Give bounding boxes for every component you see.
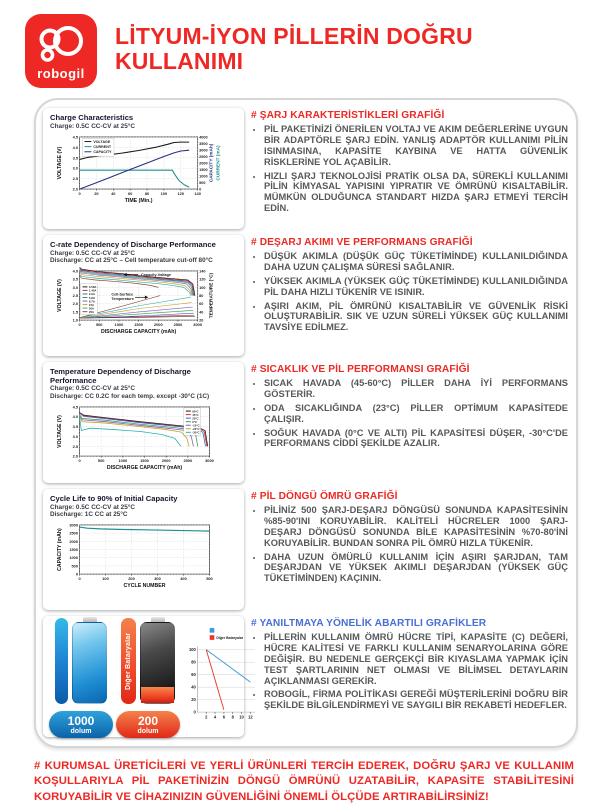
svg-text:CAPACITY (mAh): CAPACITY (mAh) bbox=[209, 144, 215, 183]
svg-text:3.5: 3.5 bbox=[72, 423, 79, 429]
chart-subtitle: Charge: 0.5C CC-CV at 25°C bbox=[50, 122, 135, 130]
svg-text:0: 0 bbox=[199, 187, 202, 192]
chart-card-crate-discharge bbox=[43, 235, 244, 356]
svg-text:10: 10 bbox=[239, 714, 244, 720]
chart-subtitle: Discharge: CC 0.2C for each temp. except -30°C (1C) bbox=[50, 393, 210, 401]
svg-text:400: 400 bbox=[180, 576, 187, 582]
svg-text:2.0: 2.0 bbox=[72, 453, 79, 459]
svg-text:TIME (Min.): TIME (Min.) bbox=[124, 198, 153, 205]
svg-text:4.0: 4.0 bbox=[72, 268, 79, 274]
svg-text:0: 0 bbox=[78, 457, 81, 463]
svg-text:2000: 2000 bbox=[69, 538, 79, 544]
capacity-bar-blue bbox=[55, 618, 68, 704]
svg-text:0: 0 bbox=[75, 571, 79, 577]
svg-text:-20°C: -20°C bbox=[192, 426, 200, 431]
charts-column bbox=[43, 108, 253, 738]
svg-text:20: 20 bbox=[94, 191, 99, 197]
svg-text:40: 40 bbox=[199, 310, 204, 315]
svg-text:500: 500 bbox=[71, 563, 79, 569]
svg-text:1000: 1000 bbox=[118, 457, 128, 463]
chart-subtitle: Charge: 0.5C CC-CV at 25°C bbox=[50, 249, 135, 257]
svg-text:1500: 1500 bbox=[134, 322, 143, 328]
header bbox=[0, 0, 600, 96]
main-card bbox=[34, 98, 578, 748]
svg-text:3.0: 3.0 bbox=[72, 284, 79, 290]
svg-text:4000: 4000 bbox=[199, 135, 208, 140]
battery-body-low bbox=[140, 622, 175, 704]
svg-text:15A: 15A bbox=[88, 302, 95, 307]
svg-text:60°C: 60°C bbox=[192, 409, 199, 414]
cycle-comparison-mini-chart bbox=[183, 626, 261, 729]
svg-text:VOLTAGE (V): VOLTAGE (V) bbox=[56, 414, 63, 448]
svg-text:2.0: 2.0 bbox=[72, 186, 79, 192]
other-batteries-label: Diğer Bataryalar bbox=[125, 632, 132, 690]
bullet-item: • SOĞUK HAVADA (0°C VE ALTI) PİL KAPASİTESİ DÜŞER, -30°C'DE PERFORMANS CİDDİ ŞEKİLDE AZALIR. bbox=[264, 428, 568, 450]
svg-text:140: 140 bbox=[194, 191, 201, 197]
svg-text:3000: 3000 bbox=[69, 522, 79, 528]
svg-text:20: 20 bbox=[191, 697, 196, 703]
chart-title: Charge Characteristics bbox=[50, 113, 134, 122]
svg-text:VOLTAGE: VOLTAGE bbox=[93, 140, 111, 145]
svg-text:500: 500 bbox=[199, 181, 206, 186]
svg-text:12: 12 bbox=[248, 714, 253, 720]
chart-card-cycle-life bbox=[43, 489, 244, 610]
charge-characteristics-plot bbox=[50, 131, 239, 210]
section-temperature-performance bbox=[251, 364, 568, 491]
svg-text:500: 500 bbox=[97, 457, 105, 463]
bullet-list bbox=[251, 251, 568, 333]
section-misleading-graphs bbox=[251, 618, 568, 714]
svg-text:80: 80 bbox=[199, 294, 204, 299]
bullet-item: • PİLİNİZ 500 ŞARJ-DEŞARJ DÖNGÜSÜ SONUNDA KAPASİTESİNİN %85-90'INI KORUYABİLİR. KALİTELİ HÜCRELER 1000 ŞARJ-DEŞARJ DÖNGÜSÜ SONUNDA BİLE KAPASİTESİNİN %70-80'İNİ KORUYABİLİR. BUNDAN SONRA PİL ÖMRÜ HIZLA TÜKENİR. bbox=[264, 505, 568, 549]
capacity-bar-orange bbox=[121, 618, 136, 704]
svg-text:0.58A: 0.58A bbox=[88, 285, 97, 290]
svg-text:1500: 1500 bbox=[69, 547, 79, 553]
svg-text:Diğer Bataryalar: Diğer Bataryalar bbox=[216, 636, 244, 641]
svg-text:300: 300 bbox=[154, 576, 161, 582]
svg-text:Cell-Surface: Cell-Surface bbox=[111, 292, 134, 297]
section-heading: # SICAKLIK VE PİL PERFORMANSI GRAFİĞİ bbox=[251, 364, 470, 375]
svg-text:1.0: 1.0 bbox=[72, 317, 79, 323]
svg-text:1000: 1000 bbox=[199, 174, 208, 179]
section-heading: # ŞARJ KARAKTERİSTİKLERİ GRAFİĞİ bbox=[251, 110, 445, 121]
temperature-discharge-plot bbox=[50, 402, 239, 477]
svg-text:20: 20 bbox=[199, 318, 204, 323]
battery-body-full bbox=[72, 622, 107, 704]
svg-text:100: 100 bbox=[199, 285, 206, 290]
section-heading: # YANILTMAYA YÖNELİK ABARTILI GRAFİKLER bbox=[251, 618, 487, 629]
bullet-list bbox=[251, 378, 568, 449]
svg-text:2: 2 bbox=[205, 714, 208, 720]
svg-text:100: 100 bbox=[160, 191, 168, 197]
svg-text:DISCHARGE CAPACITY (mAh): DISCHARGE CAPACITY (mAh) bbox=[106, 464, 183, 471]
svg-text:6: 6 bbox=[222, 714, 226, 720]
svg-text:4.5: 4.5 bbox=[72, 404, 79, 410]
svg-text:120: 120 bbox=[199, 277, 206, 282]
svg-text:-30°C: -30°C bbox=[192, 430, 200, 435]
svg-text:0: 0 bbox=[78, 322, 81, 328]
battery-low-charge-level bbox=[141, 687, 174, 703]
section-discharge-performance bbox=[251, 237, 568, 364]
footer-note: # KURUMSAL ÜRETİCİLERİ VE YERLİ ÜRÜNLERİ TERCİH EDEREK, DOĞRU ŞARJ VE KULLANIM KOŞULLARIYLA PİL PAKETİNİZİN DÖNGÜ ÖMRÜNÜ UZATABİLİR, KAPASİTE STABİLİTESİNİ KORUYABİLİR VE CİHAZINIZIN GÜVENLİĞİNİ ÖNEMLİ ÖLÇÜDE ARTIRABİLİRSİNİZ! bbox=[34, 760, 574, 803]
svg-text:2.0: 2.0 bbox=[72, 301, 79, 307]
robogil-logo bbox=[25, 14, 97, 88]
chart-card-temperature-discharge bbox=[43, 362, 244, 483]
svg-text:Capacity-Voltage: Capacity-Voltage bbox=[140, 272, 171, 277]
svg-text:100: 100 bbox=[102, 576, 109, 582]
svg-text:CYCLE NUMBER: CYCLE NUMBER bbox=[123, 583, 166, 590]
svg-text:60: 60 bbox=[127, 191, 133, 197]
svg-text:2000: 2000 bbox=[161, 457, 171, 463]
bullet-item: • ROBOGİL, FİRMA POLİTİKASI GEREĞİ MÜŞTERİLERİNİ DOĞRU BİR ŞEKİLDE BİLGİLENDİRMEYİ VE SAYGILI BİR REKABETİ HEDEFLER. bbox=[264, 689, 568, 711]
svg-text:8.7A: 8.7A bbox=[88, 299, 95, 304]
section-charge-characteristics bbox=[251, 110, 568, 237]
bullet-item: • DAHA UZUN ÖMÜRLÜ KULLANIM İÇİN AŞIRI ŞARJDAN, TAM DEŞARJDAN VE YÜKSEK AKIMLI DEŞARJDAN (YÜKSEK GÜÇ TÜKETİMİNDEN) KAÇININ. bbox=[264, 552, 568, 585]
chart-subtitle: Charge: 0.5C CC-CV at 25°C bbox=[50, 385, 135, 393]
svg-text:1500: 1500 bbox=[140, 457, 149, 463]
svg-text:25A: 25A bbox=[88, 310, 95, 315]
svg-text:3.5: 3.5 bbox=[72, 155, 79, 161]
svg-text:1.5: 1.5 bbox=[72, 309, 79, 315]
svg-text:4.0: 4.0 bbox=[72, 414, 79, 420]
svg-text:5.8A: 5.8A bbox=[88, 295, 95, 300]
svg-text:0°C: 0°C bbox=[192, 419, 198, 424]
svg-text:TEMPERATURE (°C): TEMPERATURE (°C) bbox=[209, 272, 215, 319]
cycle-life-plot bbox=[50, 520, 239, 595]
cycle-unit: dolum bbox=[137, 727, 159, 735]
svg-text:2000: 2000 bbox=[199, 161, 208, 166]
cycle-count: 200 bbox=[137, 713, 159, 728]
svg-text:8: 8 bbox=[231, 714, 234, 720]
chart-subtitle: Charge: 0.5C CC-CV at 25°C bbox=[50, 503, 135, 511]
battery-low-icon bbox=[140, 617, 175, 704]
svg-text:200: 200 bbox=[128, 576, 135, 582]
svg-text:Temperature: Temperature bbox=[111, 296, 134, 301]
bullet-item: • PİLLERİN KULLANIM ÖMRÜ HÜCRE TİPİ, KAPASİTE (C) DEĞERİ, HÜCRE KALİTESİ VE FARKLI KULLANIM SENARYOLARINA GÖRE DEĞİŞİR. BU NEDENLE GERÇEKÇİ BİR KIYASLAMA YAPMAK İÇİN TEST ŞARTLARININ NET OLMASI VE BİLİMSEL DETAYLARIN AÇIKLANMASI GEREKİR. bbox=[264, 632, 568, 686]
svg-text:0: 0 bbox=[78, 576, 81, 582]
svg-text:1000: 1000 bbox=[69, 555, 79, 561]
bullet-list bbox=[251, 632, 568, 711]
svg-text:CURRENT (mA): CURRENT (mA) bbox=[216, 145, 222, 181]
page-title: LİTYUM-İYON PİLLERİN DOĞRU KULLANIMI bbox=[115, 23, 473, 75]
bullet-item: • DÜŞÜK AKIMLA (DÜŞÜK GÜÇ TÜKETİMİNDE) KULLANILDIĞINDA DAHA UZUN ÇALIŞMA SÜRESİ SAĞLANIR. bbox=[264, 251, 568, 273]
svg-text:2.5: 2.5 bbox=[72, 443, 79, 449]
svg-text:1000: 1000 bbox=[114, 322, 124, 328]
svg-text:45°C: 45°C bbox=[192, 412, 199, 417]
svg-text:CAPACITY (mAh): CAPACITY (mAh) bbox=[56, 528, 63, 571]
svg-text:100: 100 bbox=[188, 647, 196, 653]
svg-text:3000: 3000 bbox=[193, 322, 203, 328]
svg-text:2.5: 2.5 bbox=[72, 293, 79, 299]
svg-text:500: 500 bbox=[95, 322, 103, 328]
svg-text:CURRENT: CURRENT bbox=[93, 145, 112, 150]
svg-text:1.45A: 1.45A bbox=[88, 288, 97, 293]
cycle-count: 1000 bbox=[67, 713, 95, 728]
chart-title: C-rate Dependency of Discharge Performance bbox=[50, 240, 216, 249]
chart-subtitle: Discharge: CC at 25°C – Cell temperature cut-off 80°C bbox=[50, 257, 213, 265]
svg-text:2500: 2500 bbox=[183, 457, 193, 463]
svg-text:2.9A: 2.9A bbox=[88, 292, 95, 297]
bullet-item: • SICAK HAVADA (45-60°C) PİLLER DAHA İYİ PERFORMANS GÖSTERİR. bbox=[264, 378, 568, 400]
svg-text:60: 60 bbox=[191, 672, 196, 678]
svg-text:3.0: 3.0 bbox=[72, 433, 79, 439]
section-heading: # DEŞARJ AKIMI VE PERFORMANS GRAFİĞİ bbox=[251, 237, 473, 248]
svg-text:40: 40 bbox=[111, 191, 116, 197]
svg-text:VOLTAGE (V): VOLTAGE (V) bbox=[56, 147, 63, 180]
svg-text:VOLTAGE (V): VOLTAGE (V) bbox=[56, 279, 63, 313]
chart-card-charge-characteristics bbox=[43, 108, 244, 229]
svg-text:DISCHARGE CAPACITY (mAh): DISCHARGE CAPACITY (mAh) bbox=[100, 329, 177, 336]
svg-text:40: 40 bbox=[191, 684, 196, 690]
bullet-item: • AŞIRI AKIM, PİL ÖMRÜNÜ KISALTABİLİR VE GÜVENLİK RİSKİ OLUŞTURABİLİR. SIK VE UZUN SÜRELİ YÜKSEK GÜÇ KULLANIMI TAVSİYE EDİLMEZ. bbox=[264, 301, 568, 334]
svg-text:1500: 1500 bbox=[199, 168, 208, 173]
svg-text:4: 4 bbox=[213, 714, 217, 720]
svg-text:2500: 2500 bbox=[69, 530, 79, 536]
svg-text:CAPACITY: CAPACITY bbox=[93, 150, 112, 155]
bullet-list bbox=[251, 124, 568, 214]
chart-title: Temperature Dependency of Discharge Performance bbox=[50, 367, 191, 385]
svg-text:3.0: 3.0 bbox=[72, 166, 79, 172]
chart-subtitle: Discharge: 1C CC at 25°C bbox=[50, 511, 128, 519]
svg-text:80: 80 bbox=[191, 659, 196, 665]
svg-text:20A: 20A bbox=[88, 306, 95, 311]
battery-group-others bbox=[116, 617, 180, 738]
svg-text:4.5: 4.5 bbox=[72, 134, 79, 140]
svg-text:2500: 2500 bbox=[199, 155, 208, 160]
crate-discharge-plot bbox=[50, 266, 239, 341]
svg-text:3000: 3000 bbox=[199, 148, 208, 153]
svg-text:2500: 2500 bbox=[173, 322, 183, 328]
svg-text:0: 0 bbox=[78, 191, 81, 197]
svg-text:140: 140 bbox=[199, 269, 206, 274]
battery-comparison-card bbox=[43, 616, 253, 737]
section-heading: # PİL DÖNGÜ ÖMRÜ GRAFİĞİ bbox=[251, 491, 398, 502]
battery-full-icon bbox=[72, 617, 107, 704]
svg-text:60: 60 bbox=[199, 302, 204, 307]
bullet-item: • PİL PAKETİNİZİ ÖNERİLEN VOLTAJ VE AKIM DEĞERLERİNE UYGUN BİR ADAPTÖRLE ŞARJ EDİN. YANLIŞ ADAPTÖR KULLANIMI PİLİN ISINMASINA, KAPASİTE KAYBINA VE HATTA GÜVENLİK RİSKLERİNE YOL AÇABİLİR. bbox=[264, 124, 568, 168]
svg-text:25°C: 25°C bbox=[192, 416, 199, 421]
svg-text:4.0: 4.0 bbox=[72, 145, 79, 151]
svg-text:120: 120 bbox=[177, 191, 185, 197]
svg-text:0: 0 bbox=[193, 709, 196, 715]
svg-text:3.5: 3.5 bbox=[72, 276, 79, 282]
svg-text:-10°C: -10°C bbox=[192, 423, 200, 428]
bullet-list bbox=[251, 505, 568, 584]
robogil-logo-icon bbox=[35, 22, 87, 68]
svg-text:3500: 3500 bbox=[199, 142, 208, 147]
bullet-item: • ODA SICAKLIĞINDA (23°C) PİLLER OPTİMUM KAPASİTEDE ÇALIŞIR. bbox=[264, 403, 568, 425]
cycle-count-pill-blue bbox=[49, 711, 113, 738]
svg-text:3000: 3000 bbox=[205, 457, 214, 463]
section-cycle-life bbox=[251, 491, 568, 618]
bullet-item: • HIZLI ŞARJ TEKNOLOJİSİ PRATİK OLSA DA, SÜREKLİ KULLANIMI PİLİN KİMYASAL YAPISINI YIPRATIR VE ÖMRÜNÜ KISALTABİLİR. MÜMKÜN OLDUĞUNCA STANDART HIZDA ŞARJ ETMEYİ TERCİH EDİN. bbox=[264, 171, 568, 215]
svg-text:2000: 2000 bbox=[153, 322, 163, 328]
logo-text: robogil bbox=[37, 65, 85, 81]
battery-group-robogil bbox=[49, 617, 113, 738]
cycle-unit: dolum bbox=[70, 727, 92, 735]
bullet-item: • YÜKSEK AKIMLA (YÜKSEK GÜÇ TÜKETİMİNDE) KULLANILDIĞINDA PİL DAHA HIZLI TÜKENİR VE ISINIR. bbox=[264, 276, 568, 298]
svg-text:2.5: 2.5 bbox=[72, 176, 79, 182]
text-column bbox=[251, 108, 568, 738]
chart-title: Cycle Life to 90% of Initial Capacity bbox=[50, 494, 178, 503]
svg-text:80: 80 bbox=[144, 191, 150, 197]
svg-text:500: 500 bbox=[206, 576, 213, 582]
cycle-count-pill-orange bbox=[116, 711, 180, 738]
